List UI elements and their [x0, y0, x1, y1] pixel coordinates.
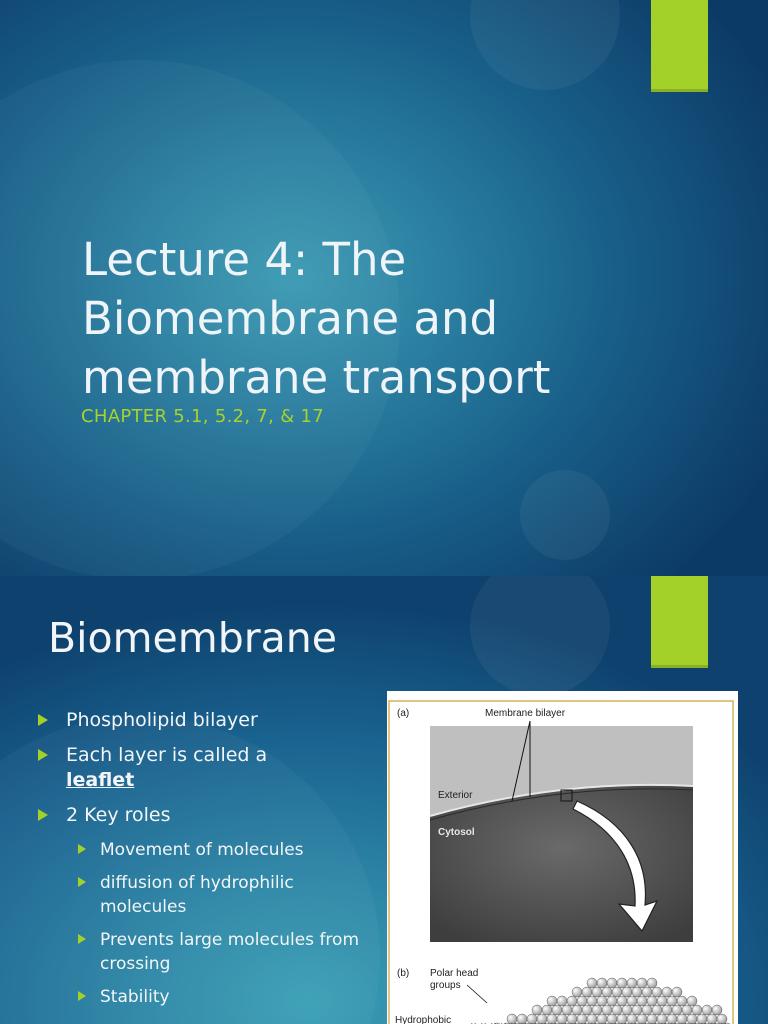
lipid-head: [587, 978, 597, 988]
bullet-emphasis: leaflet: [66, 769, 135, 791]
lipid-head: [552, 1005, 562, 1015]
sub-bullet-text: Movement of molecules: [100, 840, 304, 860]
lipid-head: [597, 1014, 607, 1024]
lipid-head: [557, 1014, 567, 1024]
lipid-head: [657, 996, 667, 1006]
lipid-head: [567, 996, 577, 1006]
slide-title: [82, 230, 702, 407]
lipid-head: [612, 1005, 622, 1015]
sub-bullet-item: [38, 838, 368, 862]
sub-bullet-item: [38, 985, 368, 1009]
title-line: membrane transport: [82, 351, 551, 404]
exterior-label: Exterior: [438, 790, 473, 801]
lipid-head: [657, 1014, 667, 1024]
panel-b-label: (b): [397, 968, 410, 979]
lipid-head: [637, 978, 647, 988]
lipid-head: [652, 987, 662, 997]
lipid-head: [682, 1005, 692, 1015]
background-bubble: [470, 576, 610, 696]
membrane-bilayer-label: Membrane bilayer: [485, 708, 566, 719]
lipid-head: [632, 1005, 642, 1015]
bullet-arrow-icon: [78, 844, 86, 854]
bullet-arrow-icon: [38, 749, 48, 761]
lipid-head: [507, 1014, 517, 1024]
lipid-head: [602, 1005, 612, 1015]
lipid-head: [602, 987, 612, 997]
lipid-head: [672, 987, 682, 997]
bullet-text: Phospholipid bilayer: [66, 709, 258, 731]
lipid-head: [707, 1014, 717, 1024]
lipid-head: [527, 1014, 537, 1024]
polar-head-label-2: groups: [430, 980, 461, 991]
membrane-diagram: [387, 691, 738, 1024]
title-line: Lecture 4: The: [82, 233, 407, 286]
bullet-arrow-icon: [38, 714, 48, 726]
lipid-head: [517, 1014, 527, 1024]
lipid-head: [617, 978, 627, 988]
hydrophobic-label: Hydrophobic: [395, 1015, 452, 1024]
lipid-head: [647, 1014, 657, 1024]
panel-a-label: (a): [397, 708, 410, 719]
cytosol-label: Cytosol: [438, 827, 475, 838]
lipid-head: [622, 987, 632, 997]
lipid-head: [617, 1014, 627, 1024]
lipid-head: [692, 1005, 702, 1015]
lipid-head: [542, 1005, 552, 1015]
bullet-item: [38, 803, 368, 828]
lipid-head: [637, 996, 647, 1006]
lipid-head: [687, 1014, 697, 1024]
bullet-item: [38, 708, 368, 733]
lipid-head: [642, 987, 652, 997]
lipid-head: [627, 996, 637, 1006]
pointer-line: [467, 985, 487, 1003]
lipid-head: [617, 996, 627, 1006]
title-line: Biomembrane and: [82, 292, 499, 345]
lipid-head: [702, 1005, 712, 1015]
lipid-head: [587, 1014, 597, 1024]
cytosol-region: [430, 785, 693, 942]
bullet-arrow-icon: [38, 809, 48, 821]
sub-bullet-item: [38, 928, 368, 976]
bullet-text: Each layer is called a: [66, 744, 268, 766]
lipid-head: [572, 1005, 582, 1015]
lipid-head: [642, 1005, 652, 1015]
lipid-head: [677, 1014, 687, 1024]
bullet-arrow-icon: [78, 991, 86, 1001]
sub-bullet-text: Prevents large molecules from crossing: [100, 930, 360, 974]
lipid-head: [577, 1014, 587, 1024]
membrane-figure: [387, 691, 738, 1024]
lipid-head: [547, 996, 557, 1006]
lipid-head: [597, 996, 607, 1006]
lipid-head: [627, 978, 637, 988]
lipid-head: [577, 996, 587, 1006]
lipid-head: [632, 987, 642, 997]
lipid-head: [662, 1005, 672, 1015]
lipid-head: [532, 1005, 542, 1015]
lipid-head: [562, 1005, 572, 1015]
background-bubble: [470, 0, 620, 90]
lipid-head: [637, 1014, 647, 1024]
bullet-text: 2 Key roles: [66, 804, 171, 826]
lipid-head: [697, 1014, 707, 1024]
lipid-head: [547, 1014, 557, 1024]
lipid-head: [592, 987, 602, 997]
lipid-head: [652, 1005, 662, 1015]
lipid-head: [647, 978, 657, 988]
lipid-head: [567, 1014, 577, 1024]
sub-bullet-item: [38, 871, 368, 919]
lipid-head: [597, 978, 607, 988]
lipid-head: [627, 1014, 637, 1024]
lipid-heads: [470, 978, 732, 1024]
lipid-head: [607, 978, 617, 988]
bullet-item: [38, 743, 368, 793]
lipid-head: [612, 987, 622, 997]
lipid-head: [582, 987, 592, 997]
lipid-head: [662, 987, 672, 997]
lipid-head: [647, 996, 657, 1006]
lipid-head: [687, 996, 697, 1006]
accent-bar: [651, 576, 708, 668]
bullet-list: [38, 708, 368, 1018]
biomembrane-slide: [0, 576, 768, 1024]
lipid-head: [572, 987, 582, 997]
slide-heading: Biomembrane: [48, 614, 337, 662]
lipid-head: [592, 1005, 602, 1015]
lipid-head: [667, 1014, 677, 1024]
bullet-arrow-icon: [78, 934, 86, 944]
lipid-head: [537, 1014, 547, 1024]
sub-bullet-text: Stability: [100, 987, 170, 1007]
lipid-head: [582, 1005, 592, 1015]
lipid-head: [717, 1014, 727, 1024]
accent-bar: [651, 0, 708, 92]
lipid-head: [607, 1014, 617, 1024]
bullet-arrow-icon: [78, 877, 86, 887]
lipid-head: [667, 996, 677, 1006]
lipid-head: [672, 1005, 682, 1015]
sub-bullet-text: diffusion of hydrophilic molecules: [100, 873, 294, 917]
lipid-head: [622, 1005, 632, 1015]
lipid-head: [587, 996, 597, 1006]
lipid-head: [677, 996, 687, 1006]
background-bubble: [520, 470, 610, 560]
lipid-head: [712, 1005, 722, 1015]
lipid-head: [557, 996, 567, 1006]
polar-head-label: Polar head: [430, 968, 479, 979]
lipid-head: [607, 996, 617, 1006]
slide-subtitle: CHAPTER 5.1, 5.2, 7, & 17: [81, 406, 325, 427]
